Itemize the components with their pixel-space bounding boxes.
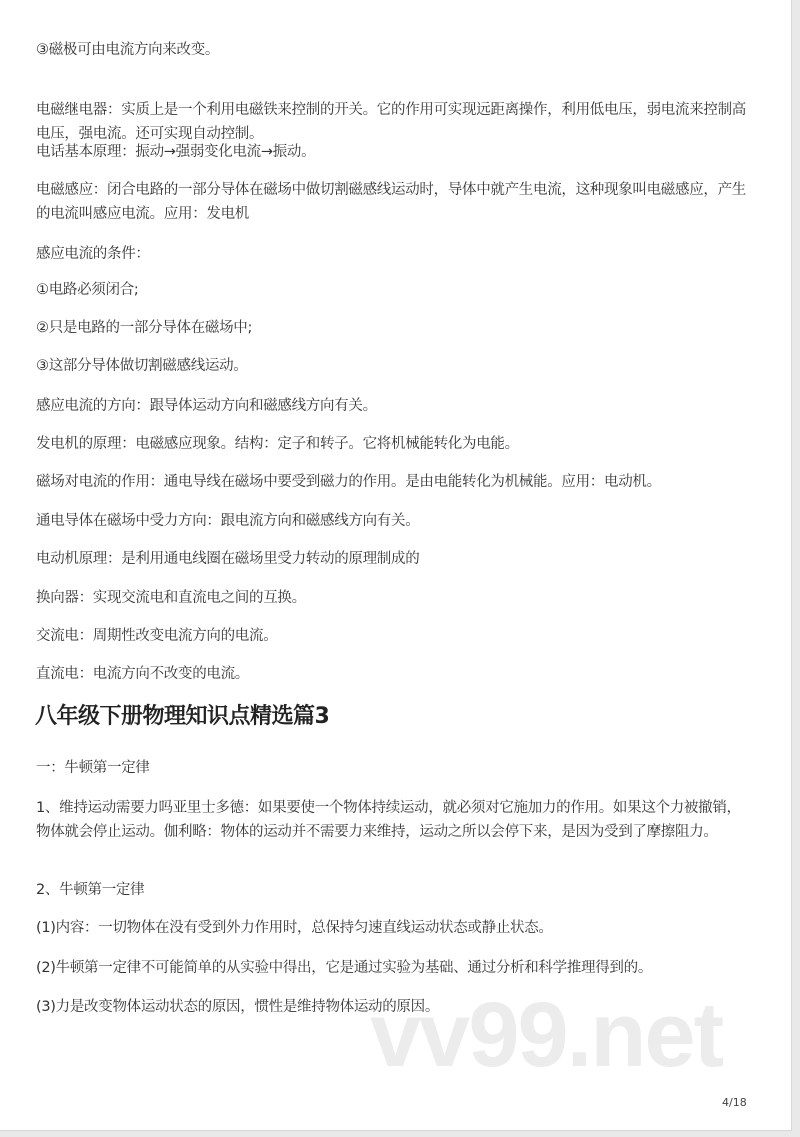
- watermark: vv99.net: [370, 984, 723, 1086]
- paragraph: 通电导体在磁场中受力方向：跟电流方向和磁感线方向有关。: [36, 513, 420, 529]
- paragraph: 一：牛顿第一定律: [36, 760, 150, 776]
- page-number: 4/18: [722, 1096, 747, 1109]
- paragraph: 磁场对电流的作用：通电导线在磁场中要受到磁力的作用。是由电能转化为机械能。应用：电动机。: [36, 474, 661, 490]
- paragraph: (1)内容：一切物体在没有受到外力作用时，总保持匀速直线运动状态或静止状态。: [36, 920, 553, 936]
- paragraph: 感应电流的方向：跟导体运动方向和磁感线方向有关。: [36, 398, 377, 414]
- paragraph: 1、维持运动需要力吗亚里士多德：如果要使一个物体持续运动，就必须对它施加力的作用。如果这个力被撤销，物体就会停止运动。伽利略：物体的运动并不需要力来维持，运动之所以会停下来，是因为受到了摩擦阻力。: [36, 800, 741, 840]
- paragraph: 电话基本原理：振动→强弱变化电流→振动。: [36, 144, 316, 160]
- paragraph: ③这部分导体做切割磁感线运动。: [36, 358, 248, 374]
- paragraph: ②只是电路的一部分导体在磁场中;: [36, 320, 253, 336]
- paragraph: 换向器：实现交流电和直流电之间的互换。: [36, 590, 306, 606]
- paragraph: 电动机原理：是利用通电线圈在磁场里受力转动的原理制成的: [36, 551, 420, 567]
- paragraph: ③磁极可由电流方向来改变。: [36, 42, 220, 58]
- paragraph: 直流电：电流方向不改变的电流。: [36, 666, 249, 682]
- paragraph: 电磁继电器：实质上是一个利用电磁铁来控制的开关。它的作用可实现远距离操作，利用低电压，弱电流来控制高电压，强电流。还可实现自动控制。: [36, 102, 746, 142]
- paragraph: 2、牛顿第一定律: [36, 882, 145, 898]
- paragraph: (3)力是改变物体运动状态的原因，惯性是维持物体运动的原因。: [36, 999, 440, 1015]
- paragraph: 发电机的原理：电磁感应现象。结构：定子和转子。它将机械能转化为电能。: [36, 436, 519, 452]
- paragraph: ①电路必须闭合;: [36, 282, 139, 298]
- paragraph: 电磁感应：闭合电路的一部分导体在磁场中做切割磁感线运动时，导体中就产生电流，这种现象叫电磁感应，产生的电流叫感应电流。应用：发电机: [36, 182, 746, 222]
- section-heading: 八年级下册物理知识点精选篇3: [35, 704, 330, 729]
- paragraph: (2)牛顿第一定律不可能简单的从实验中得出，它是通过实验为基础、通过分析和科学推理得到的。: [36, 960, 653, 976]
- paragraph: 交流电：周期性改变电流方向的电流。: [36, 628, 278, 644]
- paragraph: 感应电流的条件：: [36, 246, 150, 262]
